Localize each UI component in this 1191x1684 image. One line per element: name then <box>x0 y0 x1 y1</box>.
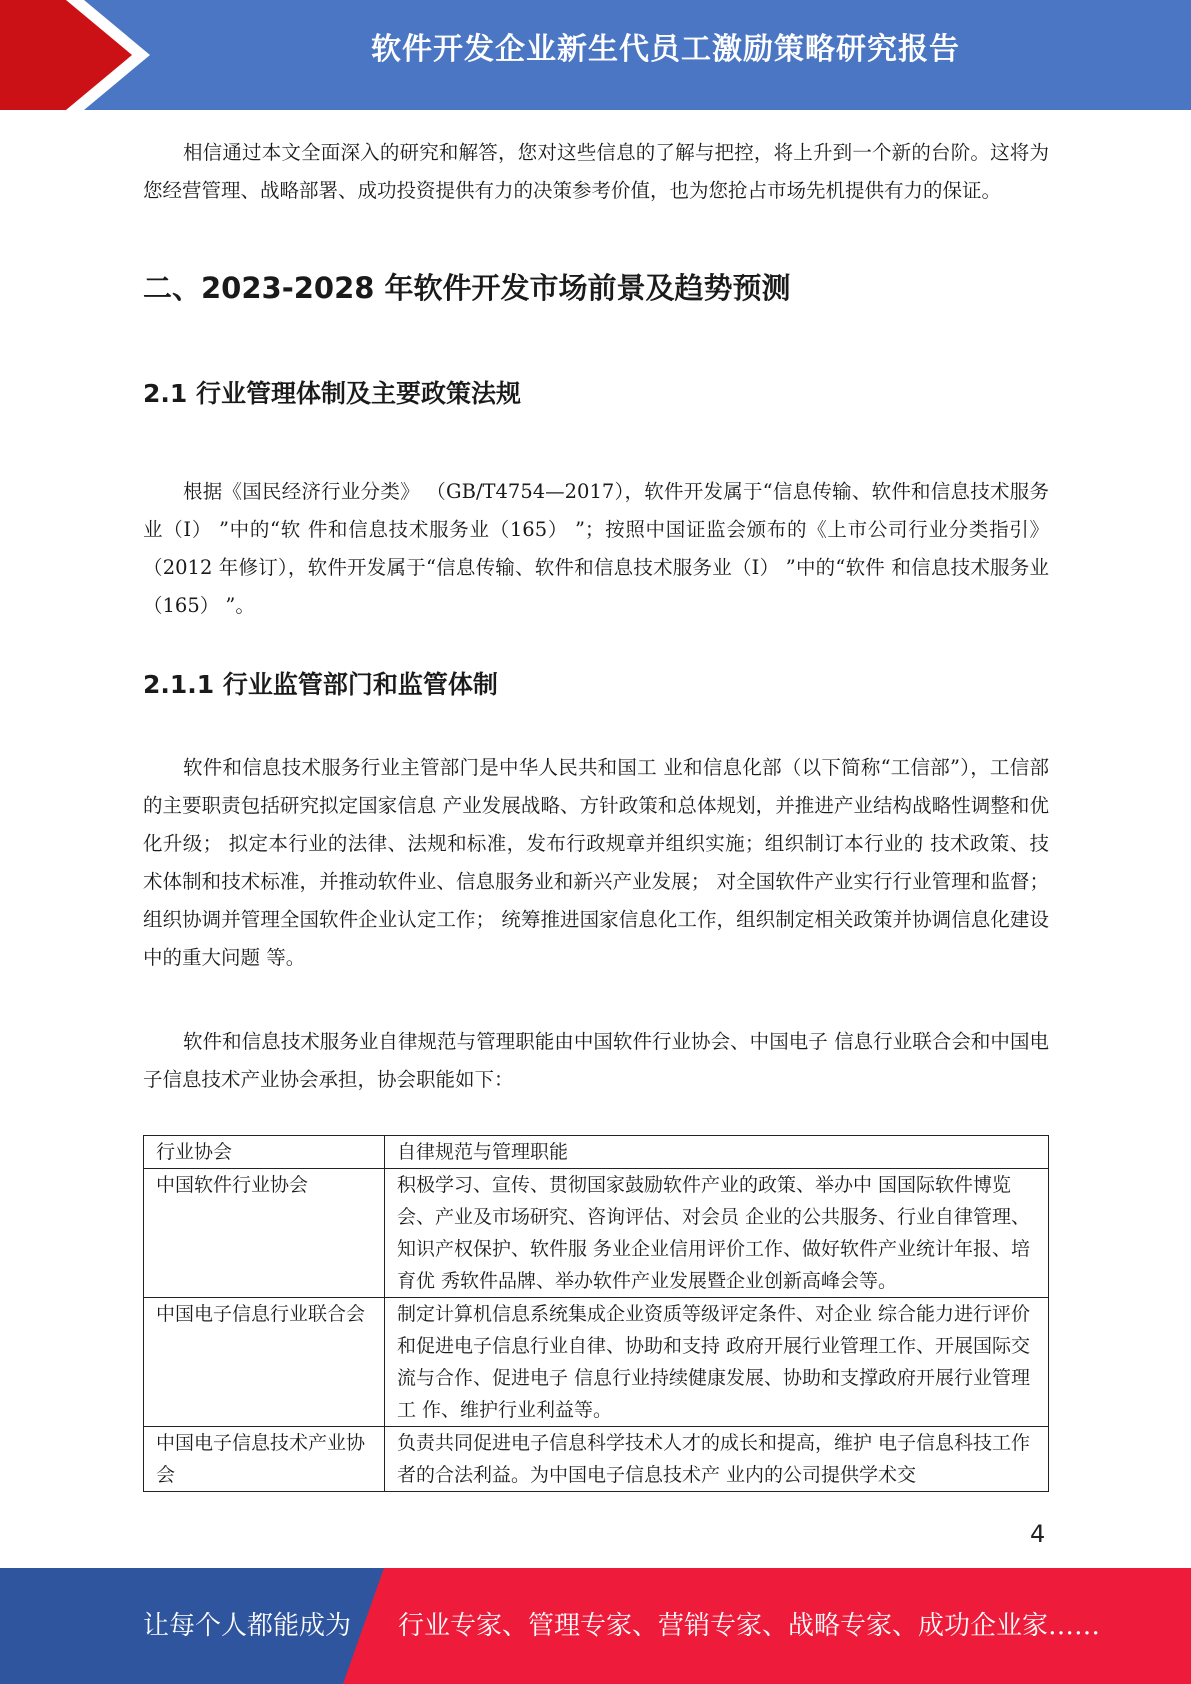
regulator-paragraph: 软件和信息技术服务行业主管部门是中华人民共和国工 业和信息化部（以下简称“工信部”），工信部的主要职责包括研究拟定国家信息 产业发展战略、方针政策和总体规划，并推进产业结构战略性调整和优化升级； 拟定本行业的法律、法规和标准，发布行政规章并组织实施；组织制订本行业的 技术政策、技术体制和技术标准，并推动软件业、信息服务业和新兴产业发展； 对全国软件产业实行行业管理和监督；组织协调并管理全国软件企业认定工作； 统筹推进国家信息化工作，组织制定相关政策并协调信息化建设中的重大问题 等。 <box>143 756 1049 969</box>
page-number: 4 <box>1030 1520 1046 1548</box>
association-table <box>143 1135 1049 1492</box>
intro-paragraph: 相信通过本文全面深入的研究和解答，您对这些信息的了解与把控，将上升到一个新的台阶。这将为您经营管理、战略部署、成功投资提供有力的决策参考价值，也为您抢占市场先机提供有力的保证。 <box>143 141 1049 202</box>
association-intro-paragraph: 软件和信息技术服务业自律规范与管理职能由中国软件行业协会、中国电子 信息行业联合会和中国电子信息技术产业协会承担，协会职能如下： <box>143 1030 1049 1091</box>
footer-slogan-left: 让每个人都能成为 <box>143 1611 352 1641</box>
association-name-cell: 中国电子信息技术产业协会 <box>144 1427 385 1492</box>
table-header-cell: 自律规范与管理职能 <box>385 1136 1049 1169</box>
report-footer <box>0 1568 1191 1684</box>
table-header-row <box>144 1136 1049 1169</box>
footer-slogan-right: 行业专家、管理专家、营销专家、战略专家、成功企业家…… <box>398 1611 1101 1641</box>
association-name-cell: 中国电子信息行业联合会 <box>144 1298 385 1427</box>
association-duty-cell: 积极学习、宣传、贯彻国家鼓励软件产业的政策、举办中 国国际软件博览会、产业及市场研究、咨询评估、对会员 企业的公共服务、行业自律管理、知识产权保护、软件服 务业企业信用评价工作、做好软件产业统计年报、培育优 秀软件品牌、举办软件产业发展暨企业创新高峰会等。 <box>385 1169 1049 1298</box>
page-content <box>143 134 1049 1492</box>
table-row <box>144 1169 1049 1298</box>
report-header <box>0 0 1191 110</box>
subsection-heading-2-1: 2.1 行业管理体制及主要政策法规 <box>143 379 521 408</box>
report-title: 软件开发企业新生代员工激励策略研究报告 <box>371 32 960 67</box>
table-row <box>144 1427 1049 1492</box>
association-name-cell: 中国软件行业协会 <box>144 1169 385 1298</box>
table-header-cell: 行业协会 <box>144 1136 385 1169</box>
association-duty-cell: 负责共同促进电子信息科学技术人才的成长和提高，维护 电子信息科技工作者的合法利益。为中国电子信息技术产 业内的公司提供学术交 <box>385 1427 1049 1492</box>
table-row <box>144 1298 1049 1427</box>
section-heading: 二、2023-2028 年软件开发市场前景及趋势预测 <box>143 271 791 305</box>
industry-classification-paragraph: 根据《国民经济行业分类》 （GB/T4754—2017），软件开发属于“信息传输、软件和信息技术服务业（I） ”中的“软 件和信息技术服务业（165） ”；按照中国证监会颁布的《上市公司行业分类指引》 （2012 年修订），软件开发属于“信息传输、软件和信息技术服务业（I） ”中的“软件 和信息技术服务业（165） ”。 <box>143 480 1049 617</box>
association-duty-cell: 制定计算机信息系统集成企业资质等级评定条件、对企业 综合能力进行评价和促进电子信息行业自律、协助和支持 政府开展行业管理工作、开展国际交流与合作、促进电子 信息行业持续健康发展、协助和支撑政府开展行业管理工 作、维护行业利益等。 <box>385 1298 1049 1427</box>
red-arrow-icon <box>0 0 150 110</box>
subsection-heading-2-1-1: 2.1.1 行业监管部门和监管体制 <box>143 670 498 699</box>
